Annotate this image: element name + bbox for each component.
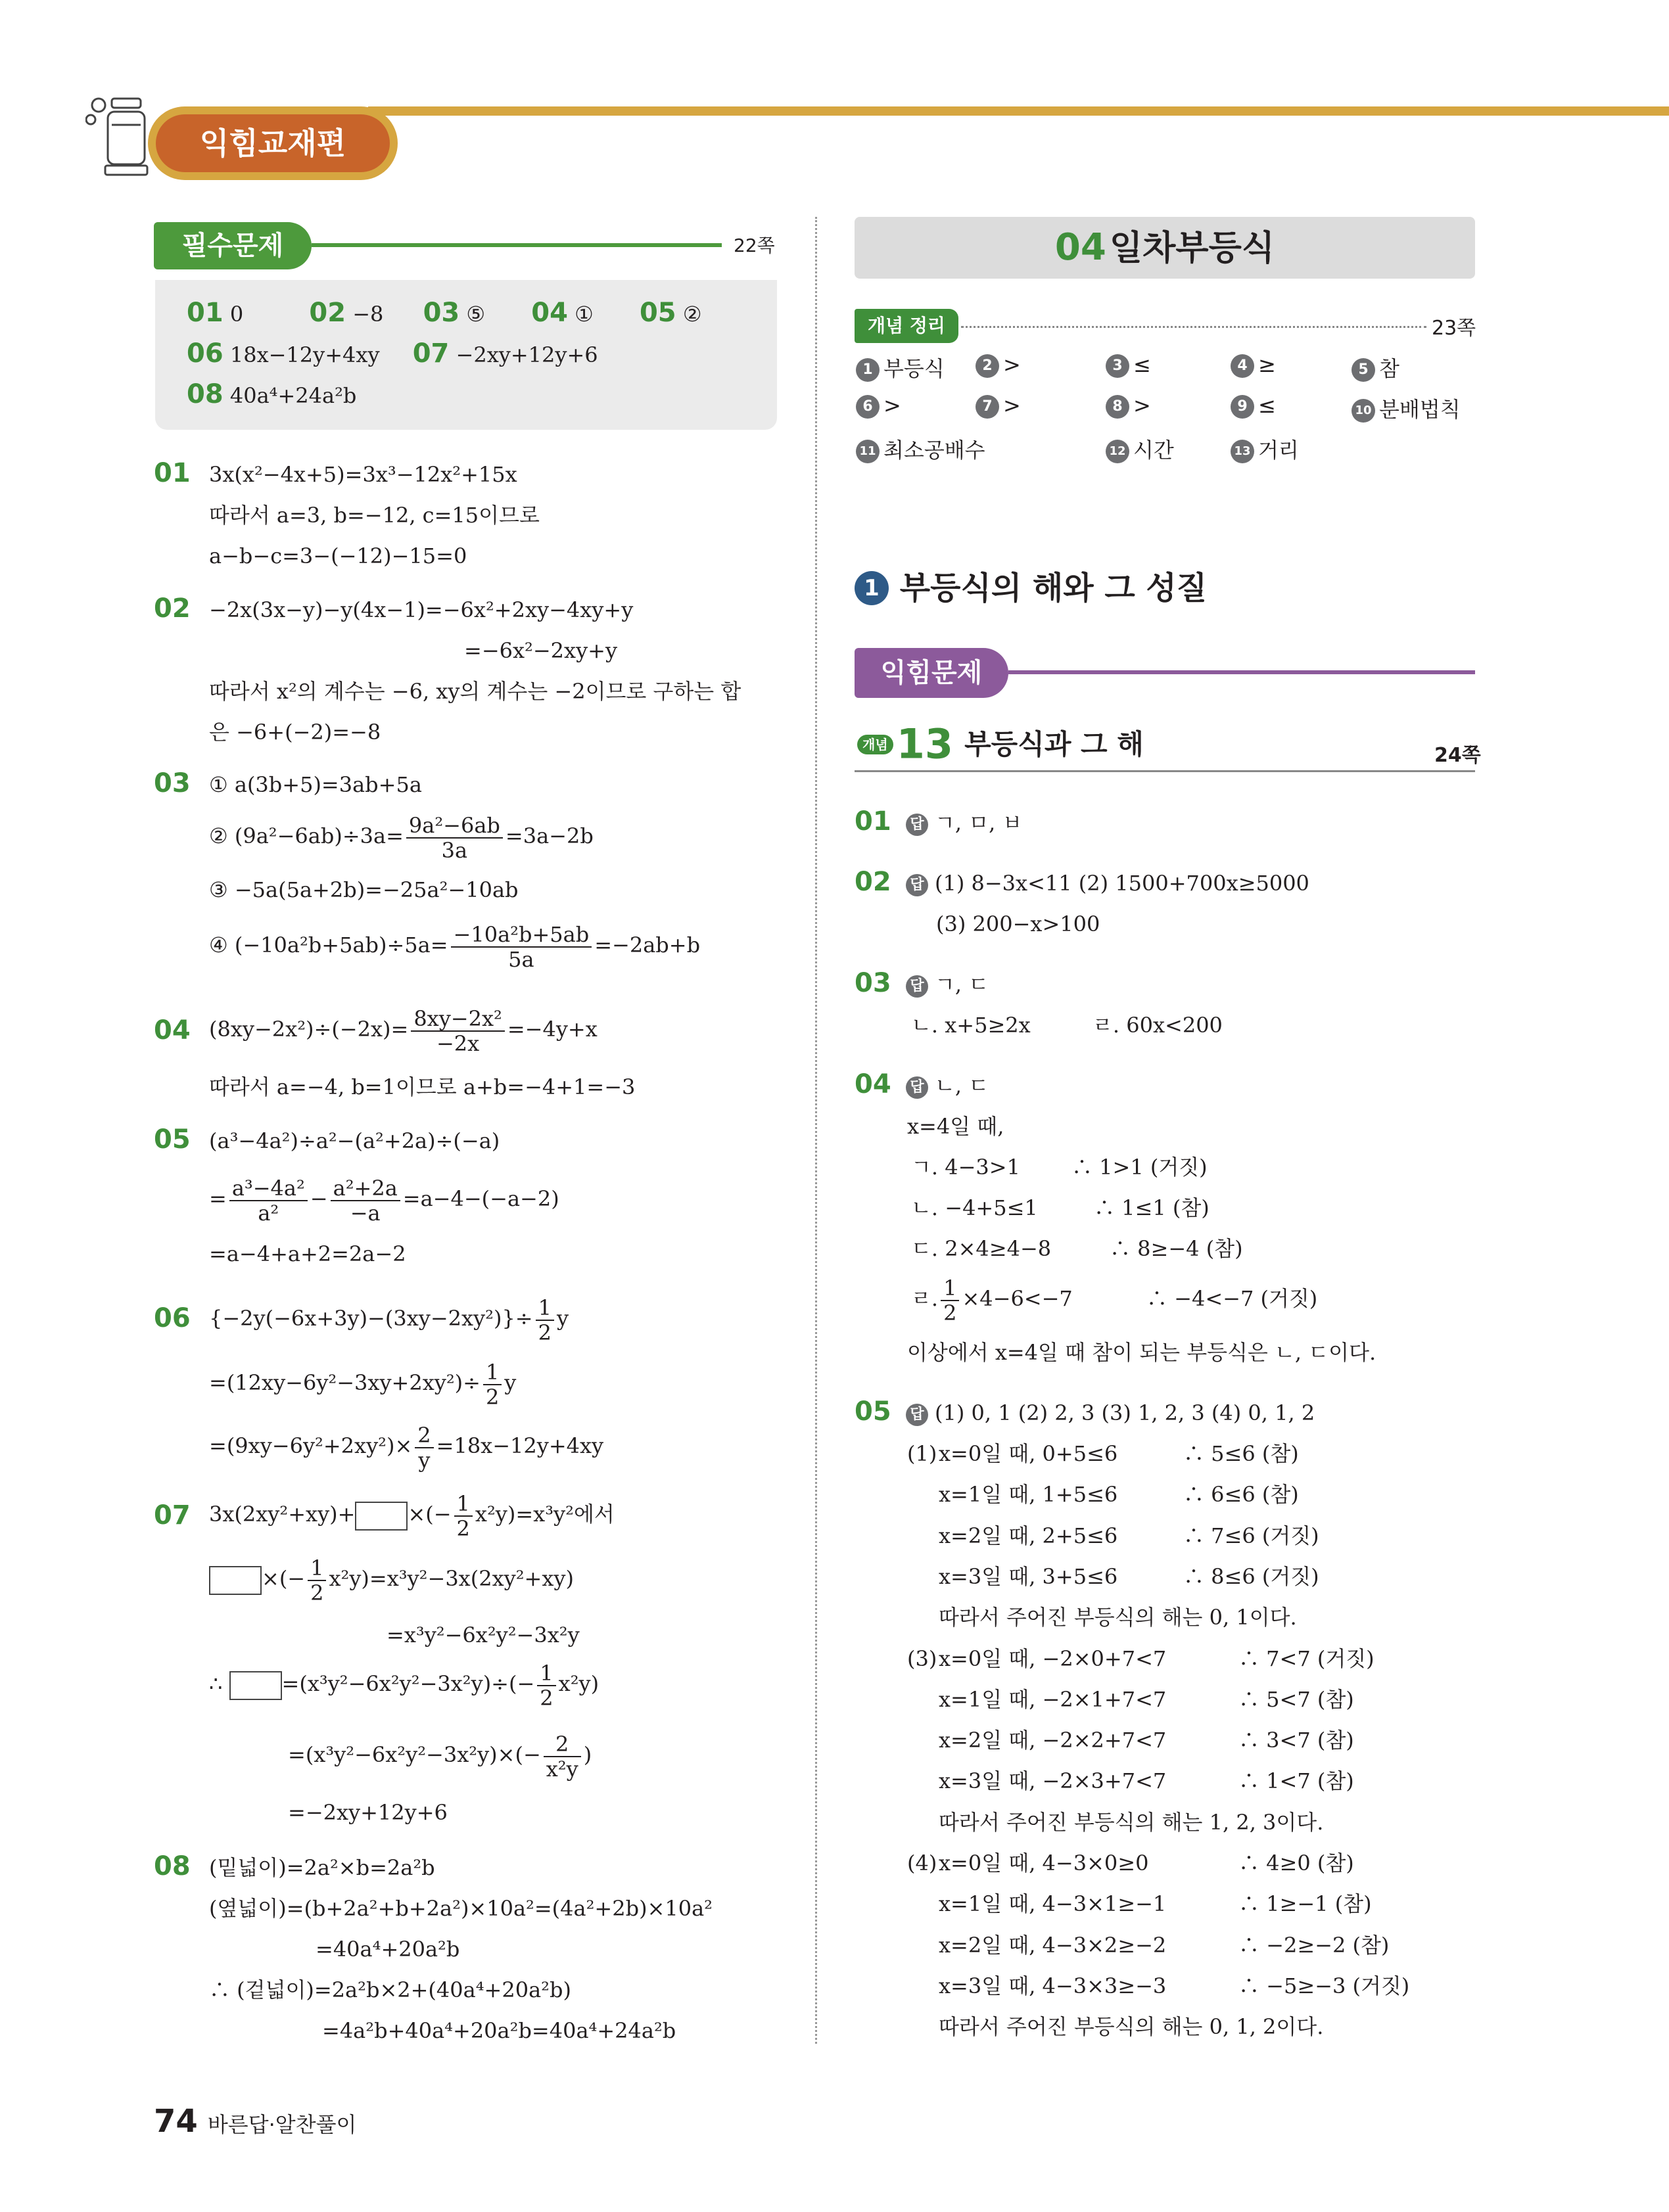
answer-line: 따라서 주어진 부등식의 해는 1, 2, 3이다.	[939, 1810, 1324, 1835]
blank-box	[229, 1671, 282, 1700]
answer-row-1: 01 0 02 −8 03 ⑤ 04 ① 05 ②	[187, 298, 702, 328]
fraction: $\frac{\text{a³−4a²}}{\text{a²}}$	[229, 1176, 308, 1225]
answer-line: x=2일 때, −2×2+7<7	[939, 1728, 1167, 1753]
fraction: $\frac{2}{\text{x²y}}$	[544, 1732, 581, 1781]
concept-item	[1106, 352, 1151, 378]
answer-result: ∴ 8≤6 (거짓)	[1183, 1564, 1319, 1589]
chapter-number: 04	[1054, 226, 1106, 269]
answer-row-3: 08 40a⁴+24a²b	[187, 379, 357, 409]
solution-05-line: =a−4+a+2=2a−2	[209, 1241, 406, 1266]
concept-item	[1231, 352, 1276, 378]
concept-heading	[857, 720, 1144, 768]
concept-item-number: 9	[1231, 395, 1254, 419]
section-number: 1	[855, 571, 889, 605]
answer-line: 따라서 주어진 부등식의 해는 0, 1이다.	[939, 1605, 1297, 1630]
solution-06-line: =(9xy−6y²+2xy²)× $\frac{2}{y}$ =18x−12y+4xy	[209, 1422, 604, 1473]
answer-line: x=2일 때, 4−3×2≥−2	[939, 1933, 1167, 1958]
answer-line: x=3일 때, 4−3×3≥−3	[939, 1973, 1167, 1998]
ikhim-title: 익힘문제	[855, 648, 1008, 698]
solution-num-04: 04	[154, 1015, 191, 1046]
answer-line: ∴ 8≥−4 (참)	[1110, 1236, 1243, 1261]
concept-item-number: 7	[976, 395, 999, 419]
answer-line: 이상에서 x=4일 때 참이 되는 부등식은 ㄴ, ㄷ이다.	[907, 1340, 1376, 1365]
answer-line: x=1일 때, 1+5≤6	[939, 1482, 1118, 1507]
concept-item	[1106, 434, 1174, 464]
solution-07-line: =(x³y²−6x²y²−3x²y)×(− $\frac{2}{\text{x²y}}$ )	[288, 1731, 592, 1782]
concept-item-text: ≥	[1258, 352, 1276, 377]
header-tab-label: 익힘교재편	[156, 114, 390, 172]
solution-02-line: −2x(3x−y)−y(4x−1)=−6x²+2xy−4xy+y	[209, 597, 634, 622]
solution-01-line: 따라서 a=3, b=−12, c=15이므로	[209, 503, 540, 528]
solution-06-line: {−2y(−6x+3y)−(3xy−2xy²)}÷ $\frac{1}{2}$ y	[209, 1295, 569, 1345]
concept-item-number: 3	[1106, 354, 1129, 378]
answer-line: x=0일 때, −2×0+7<7	[939, 1646, 1167, 1671]
solution-08-line: =4a²b+40a⁴+20a²b=40a⁴+24a²b	[322, 2018, 676, 2043]
concept-item-text: 최소공배수	[883, 438, 985, 463]
pilsu-line	[312, 243, 722, 247]
solution-04-line: 따라서 a=−4, b=1이므로 a+b=−4+1=−3	[209, 1074, 636, 1099]
sub-label: (1)	[907, 1441, 937, 1466]
answer-line: ㄹ. $\frac{1}{2}$ ×4−6<−7	[911, 1275, 1073, 1325]
answer-line: ㄱ. 4−3>1	[911, 1155, 1020, 1180]
answer-result: ∴ 1<7 (참)	[1238, 1768, 1354, 1793]
concept-number: 13	[896, 720, 954, 768]
chapter-title: 일차부등식	[1109, 229, 1275, 268]
fraction: $\frac{1}{2}$	[308, 1556, 326, 1605]
fraction: $\frac{1}{2}$	[537, 1661, 555, 1710]
answer-result: ∴ −2≥−2 (참)	[1238, 1933, 1390, 1958]
fraction: $\frac{\text{−10a²b+5ab}}{5a}$	[451, 923, 592, 971]
answer-line: x=0일 때, 0+5≤6	[939, 1441, 1118, 1466]
answer-result: ∴ −5≥−3 (거짓)	[1238, 1973, 1410, 1998]
question-num-01: 01	[855, 806, 891, 837]
answer-line: ㄹ. 60x<200	[1093, 1013, 1223, 1038]
answer-line: 답 (1) 0, 1 (2) 2, 3 (3) 1, 2, 3 (4) 0, 1, 2	[906, 1398, 1315, 1427]
answer-line: x=3일 때, −2×3+7<7	[939, 1768, 1167, 1793]
concept-page: 23쪽	[1432, 317, 1476, 340]
solution-02-line: 따라서 x²의 계수는 −6, xy의 계수는 −2이므로 구하는 합	[209, 679, 741, 704]
solution-01-line: a−b−c=3−(−12)−15=0	[209, 543, 467, 568]
concept-item-text: 분배법칙	[1379, 397, 1461, 422]
solution-07-line: ∴ =(x³y²−6x²y²−3x²y)÷(− $\frac{1}{2}$ x²y)	[209, 1660, 599, 1711]
answer-line: 답 (1) 8−3x<11 (2) 1500+700x≥5000	[906, 869, 1309, 898]
solution-02-line: =−6x²−2xy+y	[464, 638, 618, 663]
concept-item-text: ≤	[1258, 393, 1276, 418]
answer-badge: 답	[906, 975, 928, 998]
column-divider	[815, 217, 817, 2044]
concept-item-text: 거리	[1258, 438, 1299, 463]
answer-line: ㄴ. −4+5≤1	[911, 1195, 1038, 1220]
answer-line: ∴ −4<−7 (거짓)	[1146, 1286, 1318, 1311]
concept-item	[1231, 393, 1276, 419]
answer-line: (3) 200−x>100	[936, 911, 1100, 936]
fraction: $\frac{1}{2}$	[483, 1360, 502, 1409]
concept-item	[1106, 393, 1151, 419]
fraction: $\frac{1}{2}$	[941, 1276, 959, 1325]
concept-item-number: 2	[976, 354, 999, 378]
solution-05-line: (a³−4a²)÷a²−(a²+2a)÷(−a)	[209, 1128, 500, 1153]
concept-name-page: 24쪽	[1434, 744, 1481, 767]
concept-item-number: 1	[856, 358, 880, 382]
blank-box	[355, 1502, 408, 1531]
question-num-02: 02	[855, 867, 891, 897]
solution-num-08: 08	[154, 1851, 191, 1881]
answer-line: 따라서 주어진 부등식의 해는 0, 1, 2이다.	[939, 2014, 1324, 2039]
concept-item-number: 11	[856, 440, 880, 463]
concept-item-number: 10	[1352, 399, 1375, 423]
book-title: 바른답·알찬풀이	[207, 2112, 357, 2137]
answer-line: ㄴ. x+5≥2x	[911, 1013, 1031, 1038]
answer-result: ∴ 7<7 (거짓)	[1238, 1646, 1375, 1671]
concept-name: 부등식과 그 해	[964, 727, 1144, 760]
fraction: $\frac{\text{8xy−2x²}}{-2x}$	[411, 1007, 505, 1055]
answer-badge: 답	[906, 814, 928, 836]
answer-line: x=1일 때, −2×1+7<7	[939, 1687, 1167, 1712]
solution-01-line: 3x(x²−4x+5)=3x³−12x²+15x	[209, 462, 517, 487]
concept-item	[1231, 434, 1299, 464]
concept-item	[1352, 352, 1399, 382]
concept-item-text: >	[1003, 352, 1021, 377]
header-line	[368, 106, 1669, 116]
concept-item	[856, 434, 985, 464]
page-number: 74	[154, 2103, 198, 2140]
solution-08-line: =40a⁴+20a²b	[316, 1937, 460, 1962]
question-num-05: 05	[855, 1396, 891, 1427]
pilsu-page: 22쪽	[734, 235, 775, 256]
concept-item-text: ≤	[1133, 352, 1151, 377]
fraction: $\frac{\text{9a²−6ab}}{3a}$	[406, 814, 503, 862]
solution-03-line: ④ (−10a²b+5ab)÷5a= $\frac{\text{−10a²b+5ab}}{5a}$ =−2ab+b	[209, 921, 701, 972]
answer-line: ∴ 1≤1 (참)	[1094, 1195, 1210, 1220]
concept-item-text: >	[1003, 393, 1021, 418]
solution-05-line: = $\frac{\text{a³−4a²}}{\text{a²}}$ − $\frac{\text{a²+2a}}{-a}$ =a−4−(−a−2)	[209, 1175, 559, 1226]
question-num-04: 04	[855, 1069, 891, 1099]
answer-row-2: 06 18x−12y+4xy 07 −2xy+12y+6	[187, 338, 598, 369]
answer-line: x=3일 때, 3+5≤6	[939, 1564, 1118, 1589]
solution-num-05: 05	[154, 1124, 191, 1155]
concept-grid	[856, 352, 1474, 477]
solution-07-line: 3x(2xy²+xy)+ ×(− $\frac{1}{2}$ x²y)=x³y²에서	[209, 1490, 615, 1541]
solution-04-line: (8xy−2x²)÷(−2x)= $\frac{\text{8xy−2x²}}{-2x}$ =−4y+x	[209, 1005, 598, 1056]
blank-box	[209, 1566, 262, 1595]
section-heading	[855, 566, 1207, 608]
answer-line: x=2일 때, 2+5≤6	[939, 1523, 1118, 1548]
solution-02-line: 은 −6+(−2)=−8	[209, 720, 381, 745]
concept-item-number: 5	[1352, 358, 1375, 382]
answer-result: ∴ 7≤6 (거짓)	[1183, 1523, 1319, 1548]
answer-result: ∴ 5<7 (참)	[1238, 1687, 1354, 1712]
answer-line: 답 ㄱ, ㄷ	[906, 970, 989, 999]
solution-num-07: 07	[154, 1500, 191, 1531]
concept-tag: 개념	[857, 735, 893, 754]
fraction: $\frac{1}{2}$	[454, 1492, 473, 1540]
question-num-03: 03	[855, 968, 891, 998]
answer-line: 답 ㄱ, ㅁ, ㅂ	[906, 808, 1022, 837]
solution-03-line: ① a(3b+5)=3ab+5a	[209, 772, 422, 797]
concept-item	[1352, 393, 1461, 423]
footer	[154, 2102, 356, 2148]
sub-label: (3)	[907, 1646, 937, 1671]
concept-item-text: 부등식	[883, 356, 945, 381]
pilsu-answer-box	[155, 280, 777, 430]
solution-07-line: =−2xy+12y+6	[288, 1800, 448, 1825]
concept-item-text: >	[1133, 393, 1151, 418]
pilsu-title: 필수문제	[154, 222, 312, 269]
ikhim-line	[1008, 670, 1475, 674]
solution-06-line: =(12xy−6y²−3xy+2xy²)÷ $\frac{1}{2}$ y	[209, 1359, 517, 1410]
answer-line: ∴ 1>1 (거짓)	[1071, 1155, 1208, 1180]
answer-badge: 답	[906, 874, 928, 896]
answer-badge: 답	[906, 1404, 928, 1426]
solution-num-02: 02	[154, 593, 191, 624]
answer-line: 답 ㄴ, ㄷ	[906, 1071, 989, 1100]
solution-08-line: (밑넓이)=2a²×b=2a²b	[209, 1855, 435, 1880]
concept-dotted-line	[961, 326, 1426, 328]
sub-label: (4)	[907, 1851, 937, 1876]
answer-result: ∴ 5≤6 (참)	[1183, 1441, 1299, 1466]
concept-item-number: 12	[1106, 440, 1129, 463]
solution-03-line: ③ −5a(5a+2b)=−25a²−10ab	[209, 877, 519, 902]
concept-item-number: 8	[1106, 395, 1129, 419]
concept-item-number: 6	[856, 395, 880, 419]
concept-item-text: 시간	[1133, 438, 1174, 463]
solution-03-line: ② (9a²−6ab)÷3a= $\frac{\text{9a²−6ab}}{3a}$ =3a−2b	[209, 812, 594, 863]
solution-08-line: ∴ (겉넓이)=2a²b×2+(40a⁴+20a²b)	[209, 1977, 571, 2002]
fraction: $\frac{\text{a²+2a}}{-a}$	[331, 1176, 400, 1225]
answer-line: x=4일 때,	[907, 1114, 1004, 1139]
fraction: $\frac{1}{2}$	[536, 1296, 554, 1345]
concept-item-text: 참	[1379, 356, 1399, 381]
answer-line: ㄷ. 2×4≥4−8	[911, 1236, 1052, 1261]
concept-item	[856, 352, 945, 382]
concept-item	[856, 393, 901, 419]
section-title: 부등식의 해와 그 성질	[899, 570, 1208, 607]
solution-07-line: ×(− $\frac{1}{2}$ x²y)=x³y²−3x(2xy²+xy)	[209, 1552, 574, 1605]
solution-num-01: 01	[154, 458, 191, 488]
solution-08-line: (옆넓이)=(b+2a²+b+2a²)×10a²=(4a²+2b)×10a²	[209, 1896, 713, 1921]
lantern-icon	[85, 85, 158, 184]
fraction: $\frac{2}{y}$	[415, 1423, 433, 1472]
solution-num-03: 03	[154, 768, 191, 798]
concept-label: 개념 정리	[855, 309, 958, 343]
solution-num-06: 06	[154, 1303, 191, 1333]
answer-result: ∴ 6≤6 (참)	[1183, 1482, 1299, 1507]
concept-underline	[855, 770, 1475, 772]
answer-result: ∴ 3<7 (참)	[1238, 1728, 1354, 1753]
solution-07-line: =x³y²−6x²y²−3x²y	[387, 1623, 580, 1647]
answer-result: ∴ 4≥0 (참)	[1238, 1851, 1354, 1876]
concept-item-number: 4	[1231, 354, 1254, 378]
concept-item	[976, 393, 1021, 419]
concept-item	[976, 352, 1021, 378]
answer-result: ∴ 1≥−1 (참)	[1238, 1891, 1372, 1916]
answer-badge: 답	[906, 1076, 928, 1099]
chapter-banner	[855, 217, 1475, 279]
concept-item-text: >	[883, 393, 901, 418]
answer-line: x=1일 때, 4−3×1≥−1	[939, 1891, 1167, 1916]
answer-line: x=0일 때, 4−3×0≥0	[939, 1851, 1149, 1876]
concept-item-number: 13	[1231, 440, 1254, 463]
